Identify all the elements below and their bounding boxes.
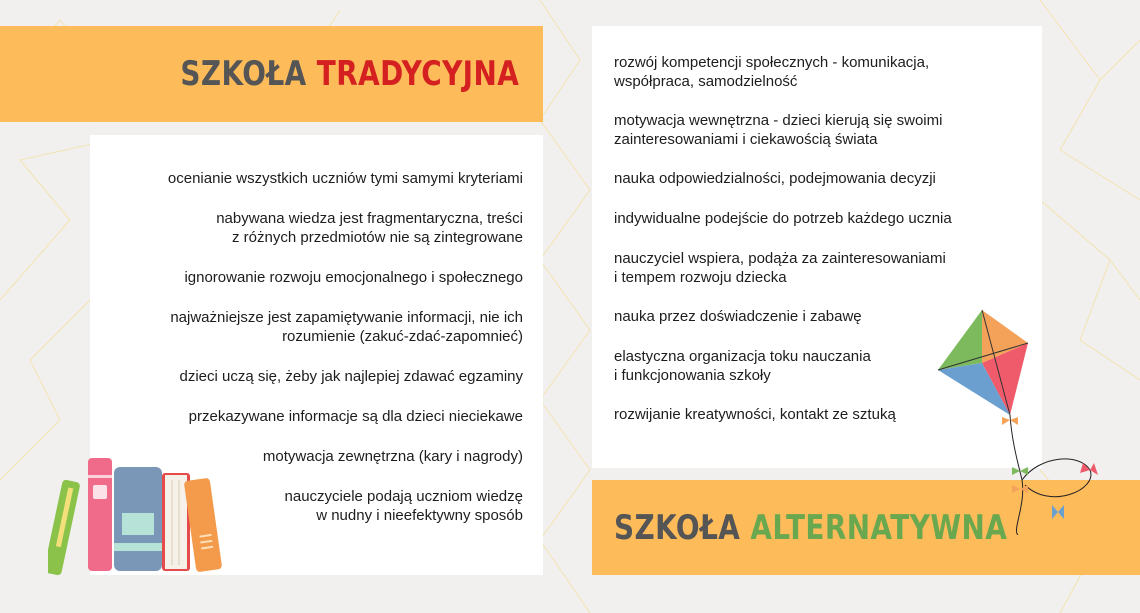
list-item: ocenianie wszystkich uczniów tymi samymi kryteriami — [167, 170, 523, 187]
title-word-school: SZKOŁA — [614, 507, 741, 548]
list-item: rozwijanie kreatywności, kontakt ze sztuką — [614, 406, 896, 423]
list-item: nabywana wiedza jest fragmentaryczna, treści z różnych przedmiotów nie są zintegrowane — [216, 210, 523, 246]
traditional-school-banner — [0, 26, 543, 122]
list-item: nauka odpowiedzialności, podejmowania decyzji — [614, 170, 936, 187]
list-item: ignorowanie rozwoju emocjonalnego i społecznego — [184, 269, 523, 286]
list-item: nauczyciele podają uczniom wiedzę w nudny i nieefektywny sposób — [284, 488, 523, 524]
list-item: nauczyciel wspiera, podąża za zainteresowaniami i tempem rozwoju dziecka — [614, 250, 946, 286]
list-item: rozwój kompetencji społecznych - komunikacja, współpraca, samodzielność — [614, 54, 930, 90]
list-item: dzieci uczą się, żeby jak najlepiej zdawać egzaminy — [179, 368, 523, 385]
traditional-school-title — [180, 54, 519, 94]
list-item: przekazywane informacje są dla dzieci nieciekawe — [188, 408, 523, 425]
title-word-school: SZKOŁA — [180, 54, 307, 94]
list-item: najważniejsze jest zapamiętywanie informacji, nie ich rozumienie (zakuć-zdać-zapomnieć) — [170, 309, 523, 345]
title-word-traditional: TRADYCYJNA — [316, 54, 519, 94]
title-word-alternative: ALTERNATYWNA — [750, 507, 1008, 548]
list-item: motywacja zewnętrzna (kary i nagrody) — [262, 448, 523, 465]
list-item: nauka przez doświadczenie i zabawę — [614, 308, 862, 325]
kite-icon — [930, 305, 1110, 535]
list-item: elastyczna organizacja toku nauczania i funkcjonowania szkoły — [614, 348, 871, 384]
list-item: motywacja wewnętrzna - dzieci kierują się swoimi zainteresowaniami i ciekawością świata — [614, 112, 943, 148]
list-item: indywidualne podejście do potrzeb każdego ucznia — [614, 210, 952, 227]
books-icon — [48, 455, 228, 585]
